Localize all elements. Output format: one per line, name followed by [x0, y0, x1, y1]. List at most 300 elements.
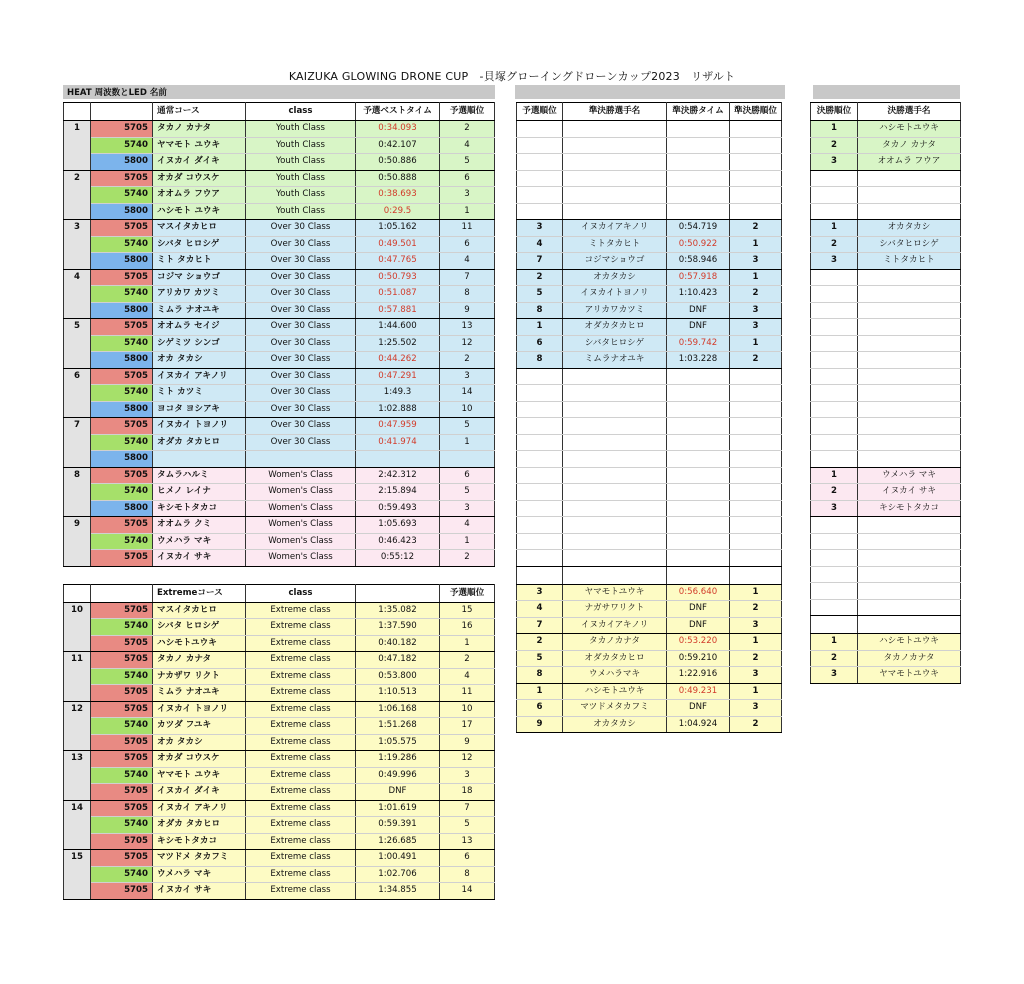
- empty-cell: [517, 203, 563, 220]
- class-cell: Over 30 Class: [246, 385, 356, 402]
- qual-rank: 5: [440, 418, 495, 435]
- header-row: [64, 103, 495, 121]
- header-row: [811, 103, 961, 121]
- empty-cell: [667, 121, 730, 138]
- heat-row: [64, 418, 495, 435]
- qual-rank: [440, 451, 495, 468]
- qual-rank: 6: [440, 467, 495, 484]
- heat-row: [64, 434, 495, 451]
- qual-rank: 5: [440, 154, 495, 171]
- pilot-name: ミト カツミ: [153, 385, 246, 402]
- class-cell: Women's Class: [246, 517, 356, 534]
- empty-cell: [517, 566, 563, 584]
- empty-cell: [811, 401, 858, 418]
- semi-time: 1:04.924: [667, 716, 730, 733]
- pilot-name: ミムラ ナオユキ: [153, 685, 246, 702]
- frequency-cell: 5705: [91, 701, 153, 718]
- class-cell: Over 30 Class: [246, 368, 356, 385]
- blank-row: [811, 533, 961, 550]
- best-time: 0:47.182: [356, 652, 440, 669]
- spacer-row: [64, 566, 495, 584]
- frequency-cell: 5705: [91, 635, 153, 652]
- bar-gap: [495, 85, 515, 99]
- pilot-name: オカダ コウスケ: [153, 751, 246, 768]
- qual-rank: 17: [440, 718, 495, 735]
- semi-time: 0:56.640: [667, 584, 730, 601]
- pilot-name: イヌカイ ダイキ: [153, 784, 246, 801]
- final-rank: 3: [811, 667, 858, 684]
- heat-row: [64, 685, 495, 702]
- empty-cell: [517, 500, 563, 517]
- qual-rank: 15: [440, 602, 495, 619]
- empty-cell: [730, 533, 782, 550]
- empty-cell: [563, 401, 667, 418]
- empty-cell: [811, 187, 858, 204]
- heat-number: 10: [64, 602, 91, 652]
- frequency-cell: 5740: [91, 866, 153, 883]
- spacer: [91, 566, 153, 584]
- best-time: 0:47.959: [356, 418, 440, 435]
- pilot-name: カツダ フユキ: [153, 718, 246, 735]
- class-cell: Extreme class: [246, 800, 356, 817]
- qual-rank: 1: [440, 434, 495, 451]
- class-cell: Youth Class: [246, 121, 356, 138]
- empty-cell: [667, 566, 730, 584]
- blank-row: [811, 352, 961, 369]
- semi-rank: 1: [730, 634, 782, 651]
- semi-pilot-name: アリカワカツミ: [563, 302, 667, 319]
- pilot-name: イヌカイ サキ: [153, 550, 246, 567]
- final-pilot-name: ヤマモトユウキ: [858, 667, 961, 684]
- frequency-cell: 5705: [91, 685, 153, 702]
- header-best-time: 予選ベストタイム: [356, 103, 440, 121]
- heat-number: 5: [64, 319, 91, 369]
- blank-row: [517, 500, 782, 517]
- empty-cell: [858, 583, 961, 600]
- pilot-name: ウメハラ マキ: [153, 866, 246, 883]
- frequency-cell: 5800: [91, 352, 153, 369]
- empty-cell: [667, 401, 730, 418]
- empty-cell: [667, 170, 730, 187]
- pilot-name: シゲミツ シンゴ: [153, 335, 246, 352]
- empty-cell: [858, 335, 961, 352]
- empty-cell: [811, 418, 858, 435]
- semifinal-row: [517, 302, 782, 319]
- blank-row: [517, 401, 782, 418]
- class-cell: Over 30 Class: [246, 434, 356, 451]
- best-time: 0:57.881: [356, 302, 440, 319]
- qual-rank: 6: [440, 850, 495, 867]
- frequency-cell: 5740: [91, 335, 153, 352]
- final-rank: 1: [811, 121, 858, 138]
- pilot-name: タカノ カナタ: [153, 652, 246, 669]
- heat-row: [64, 800, 495, 817]
- heat-number: 14: [64, 800, 91, 850]
- frequency-cell: 5800: [91, 154, 153, 171]
- semi-time: 0:54.719: [667, 220, 730, 237]
- heat-row: [64, 154, 495, 171]
- page-title: KAIZUKA GLOWING DRONE CUP -貝塚グローイングドローンカップ2023 リザルト: [288, 70, 736, 83]
- heat-row: [64, 635, 495, 652]
- semi-time: 1:22.916: [667, 667, 730, 684]
- qual-rank: 2: [440, 352, 495, 369]
- heat-number: 13: [64, 751, 91, 801]
- best-time: 0:38.693: [356, 187, 440, 204]
- frequency-cell: 5705: [91, 883, 153, 900]
- pilot-name: キシモトタカコ: [153, 500, 246, 517]
- frequency-cell: 5705: [91, 784, 153, 801]
- final-rank: 3: [811, 500, 858, 517]
- semi-qual-rank: 5: [517, 286, 563, 303]
- semi-qual-rank: 2: [517, 269, 563, 286]
- pilot-name: シバタ ヒロシゲ: [153, 619, 246, 636]
- empty-cell: [667, 467, 730, 484]
- heat-header-bar: [63, 85, 960, 99]
- best-time: 0:59.493: [356, 500, 440, 517]
- blank-row: [811, 286, 961, 303]
- semifinal-table: [516, 102, 782, 733]
- empty-cell: [667, 517, 730, 534]
- semifinal-row: [517, 352, 782, 369]
- frequency-cell: 5705: [91, 517, 153, 534]
- empty-cell: [517, 517, 563, 534]
- empty-cell: [811, 286, 858, 303]
- heat-row: [64, 484, 495, 501]
- semi-pilot-name: マツドメタカフミ: [563, 700, 667, 717]
- best-time: 0:53.800: [356, 668, 440, 685]
- qual-rank: 4: [440, 668, 495, 685]
- empty-cell: [811, 385, 858, 402]
- best-time: 0:55:12: [356, 550, 440, 567]
- final-row: [811, 154, 961, 171]
- header-qual-rank: 予選順位: [440, 584, 495, 602]
- semi-qual-rank: 3: [517, 220, 563, 237]
- qual-rank: 4: [440, 253, 495, 270]
- pilot-name: イヌカイ トヨノリ: [153, 418, 246, 435]
- final-row: [811, 634, 961, 651]
- heat-row: [64, 817, 495, 834]
- header-row: [64, 584, 495, 602]
- header-best-time: [356, 584, 440, 602]
- final-row: [811, 236, 961, 253]
- empty-cell: [858, 286, 961, 303]
- final-pilot-name: シバタヒロシゲ: [858, 236, 961, 253]
- semifinal-row: [517, 617, 782, 634]
- empty-cell: [811, 583, 858, 600]
- empty-cell: [517, 418, 563, 435]
- best-time: 0:34.093: [356, 121, 440, 138]
- qual-rank: 8: [440, 866, 495, 883]
- semi-qual-rank: 6: [517, 335, 563, 352]
- class-cell: Extreme class: [246, 718, 356, 735]
- best-time: 0:50.886: [356, 154, 440, 171]
- header-qual-rank: 予選順位: [440, 103, 495, 121]
- qual-rank: 7: [440, 269, 495, 286]
- semi-time: DNF: [667, 700, 730, 717]
- empty-cell: [563, 434, 667, 451]
- heat-row: [64, 734, 495, 751]
- pilot-name: イヌカイ ダイキ: [153, 154, 246, 171]
- frequency-cell: 5705: [91, 652, 153, 669]
- qual-rank: 10: [440, 401, 495, 418]
- pilot-name: シバタ ヒロシゲ: [153, 236, 246, 253]
- semi-pilot-name: オダカタカヒロ: [563, 319, 667, 336]
- class-cell: Youth Class: [246, 203, 356, 220]
- semi-qual-rank: 8: [517, 667, 563, 684]
- final-row: [811, 467, 961, 484]
- semi-rank: 2: [730, 220, 782, 237]
- qual-rank: 1: [440, 203, 495, 220]
- class-cell: Extreme class: [246, 635, 356, 652]
- best-time: 0:46.423: [356, 533, 440, 550]
- qual-rank: 2: [440, 652, 495, 669]
- empty-cell: [563, 187, 667, 204]
- empty-cell: [858, 616, 961, 634]
- heat-number: 11: [64, 652, 91, 702]
- class-cell: Extreme class: [246, 685, 356, 702]
- semi-rank: 3: [730, 700, 782, 717]
- best-time: 0:59.391: [356, 817, 440, 834]
- empty-cell: [667, 203, 730, 220]
- semi-qual-rank: 7: [517, 617, 563, 634]
- semi-rank: 2: [730, 352, 782, 369]
- class-cell: Youth Class: [246, 170, 356, 187]
- best-time: 0:42.107: [356, 137, 440, 154]
- frequency-cell: 5705: [91, 269, 153, 286]
- frequency-cell: 5800: [91, 203, 153, 220]
- spacer-row: [811, 616, 961, 634]
- empty-cell: [563, 418, 667, 435]
- heat-number: 12: [64, 701, 91, 751]
- final-rank: 2: [811, 137, 858, 154]
- empty-cell: [517, 121, 563, 138]
- final-rank: 2: [811, 650, 858, 667]
- pilot-name: マスイタカヒロ: [153, 220, 246, 237]
- semi-rank: 1: [730, 584, 782, 601]
- empty-cell: [563, 500, 667, 517]
- empty-cell: [858, 401, 961, 418]
- heat-number: 7: [64, 418, 91, 468]
- empty-cell: [730, 170, 782, 187]
- semi-time: DNF: [667, 601, 730, 618]
- frequency-cell: 5800: [91, 451, 153, 468]
- semi-qual-rank: 9: [517, 716, 563, 733]
- class-cell: Women's Class: [246, 467, 356, 484]
- semi-qual-rank: 4: [517, 601, 563, 618]
- semi-rank: 3: [730, 667, 782, 684]
- final-pilot-name: ハシモトユウキ: [858, 121, 961, 138]
- semi-qual-rank: 4: [517, 236, 563, 253]
- heat-number: 2: [64, 170, 91, 220]
- heat-row: [64, 850, 495, 867]
- semi-pilot-name: イヌカイトヨノリ: [563, 286, 667, 303]
- semifinal-row: [517, 584, 782, 601]
- semi-pilot-name: オカタカシ: [563, 269, 667, 286]
- qual-rank: 13: [440, 833, 495, 850]
- frequency-cell: 5740: [91, 619, 153, 636]
- heat-row: [64, 500, 495, 517]
- frequency-cell: 5800: [91, 401, 153, 418]
- heat-row: [64, 533, 495, 550]
- heat-row: [64, 668, 495, 685]
- empty-cell: [858, 187, 961, 204]
- qual-rank: 2: [440, 121, 495, 138]
- blank-row: [517, 137, 782, 154]
- blank-row: [811, 335, 961, 352]
- qual-rank: 3: [440, 767, 495, 784]
- heat-row: [64, 187, 495, 204]
- empty-cell: [858, 451, 961, 468]
- empty-cell: [517, 451, 563, 468]
- empty-cell: [517, 467, 563, 484]
- pilot-name: イヌカイ アキノリ: [153, 800, 246, 817]
- empty-cell: [811, 335, 858, 352]
- heat-row: [64, 883, 495, 900]
- semi-pilot-name: イヌカイアキノリ: [563, 617, 667, 634]
- best-time: 0:49.501: [356, 236, 440, 253]
- frequency-cell: 5740: [91, 767, 153, 784]
- blank-row: [811, 599, 961, 616]
- empty-cell: [858, 319, 961, 336]
- class-cell: Over 30 Class: [246, 253, 356, 270]
- empty-cell: [517, 368, 563, 385]
- qual-rank: 9: [440, 734, 495, 751]
- semi-time: 0:59.742: [667, 335, 730, 352]
- empty-cell: [667, 385, 730, 402]
- blank-row: [811, 170, 961, 187]
- blank-row: [811, 269, 961, 286]
- semi-pilot-name: オカタカシ: [563, 716, 667, 733]
- best-time: 0:29.5: [356, 203, 440, 220]
- blank-row: [811, 451, 961, 468]
- heat-row: [64, 286, 495, 303]
- empty-cell: [730, 451, 782, 468]
- heat-row: [64, 170, 495, 187]
- heat-row: [64, 602, 495, 619]
- semi-rank: 3: [730, 617, 782, 634]
- best-time: 0:41.974: [356, 434, 440, 451]
- heat-row: [64, 467, 495, 484]
- header-blank: [91, 584, 153, 602]
- empty-cell: [811, 302, 858, 319]
- frequency-cell: 5705: [91, 220, 153, 237]
- heat-row: [64, 718, 495, 735]
- spacer: [356, 566, 440, 584]
- qual-rank: 7: [440, 800, 495, 817]
- qual-rank: 8: [440, 286, 495, 303]
- pilot-name: ナカザワ リクト: [153, 668, 246, 685]
- empty-cell: [730, 385, 782, 402]
- blank-row: [517, 203, 782, 220]
- heat-row: [64, 784, 495, 801]
- semifinal-row: [517, 253, 782, 270]
- heat-row: [64, 253, 495, 270]
- semi-time: 1:10.423: [667, 286, 730, 303]
- semi-time: 0:58.946: [667, 253, 730, 270]
- class-cell: Over 30 Class: [246, 319, 356, 336]
- blank-row: [517, 533, 782, 550]
- header-final-rank: 決勝順位: [811, 103, 858, 121]
- final-rank: 1: [811, 220, 858, 237]
- pilot-name: ハシモトユウキ: [153, 635, 246, 652]
- final-row: [811, 650, 961, 667]
- heat-number: 6: [64, 368, 91, 418]
- best-time: 1:34.855: [356, 883, 440, 900]
- empty-cell: [667, 434, 730, 451]
- pilot-name: オダカ タカヒロ: [153, 817, 246, 834]
- best-time: 1:05.162: [356, 220, 440, 237]
- final-pilot-name: イヌカイ サキ: [858, 484, 961, 501]
- qual-rank: 5: [440, 484, 495, 501]
- pilot-name: オオムラ クミ: [153, 517, 246, 534]
- empty-cell: [667, 533, 730, 550]
- empty-cell: [858, 550, 961, 567]
- semi-rank: 1: [730, 236, 782, 253]
- best-time: 1:37.590: [356, 619, 440, 636]
- pilot-name: ヤマモト ユウキ: [153, 137, 246, 154]
- class-cell: Over 30 Class: [246, 335, 356, 352]
- heat-row: [64, 517, 495, 534]
- semi-rank: 2: [730, 650, 782, 667]
- empty-cell: [730, 401, 782, 418]
- blank-row: [811, 550, 961, 567]
- semi-qual-rank: 1: [517, 319, 563, 336]
- class-cell: Over 30 Class: [246, 269, 356, 286]
- empty-cell: [517, 385, 563, 402]
- frequency-cell: 5705: [91, 602, 153, 619]
- empty-cell: [667, 484, 730, 501]
- blank-row: [517, 418, 782, 435]
- frequency-cell: 5740: [91, 286, 153, 303]
- pilot-name: ヨコタ ヨシアキ: [153, 401, 246, 418]
- semi-qual-rank: 1: [517, 683, 563, 700]
- qual-rank: 3: [440, 187, 495, 204]
- semifinal-row: [517, 634, 782, 651]
- class-cell: Extreme class: [246, 619, 356, 636]
- pilot-name: ウメハラ マキ: [153, 533, 246, 550]
- semi-rank: 3: [730, 253, 782, 270]
- blank-row: [811, 302, 961, 319]
- class-cell: Extreme class: [246, 850, 356, 867]
- blank-row: [517, 187, 782, 204]
- final-rank: 1: [811, 634, 858, 651]
- empty-cell: [563, 566, 667, 584]
- semi-pilot-name: ヤマモトユウキ: [563, 584, 667, 601]
- heat-row: [64, 866, 495, 883]
- empty-cell: [563, 385, 667, 402]
- empty-cell: [563, 121, 667, 138]
- final-rank: 3: [811, 253, 858, 270]
- semi-pilot-name: コジマショウゴ: [563, 253, 667, 270]
- class-cell: Women's Class: [246, 550, 356, 567]
- final-row: [811, 484, 961, 501]
- semi-pilot-name: ウメハラマキ: [563, 667, 667, 684]
- blank-row: [811, 418, 961, 435]
- semi-pilot-name: ミムラナオユキ: [563, 352, 667, 369]
- class-cell: Extreme class: [246, 602, 356, 619]
- empty-cell: [563, 137, 667, 154]
- semi-qual-rank: 3: [517, 584, 563, 601]
- blank-row: [811, 566, 961, 583]
- pilot-name: タカノ カナタ: [153, 121, 246, 138]
- bar-gap: [785, 85, 813, 99]
- empty-cell: [811, 599, 858, 616]
- empty-cell: [667, 550, 730, 567]
- empty-cell: [858, 418, 961, 435]
- class-cell: Women's Class: [246, 500, 356, 517]
- class-cell: Extreme class: [246, 734, 356, 751]
- qual-rank: 18: [440, 784, 495, 801]
